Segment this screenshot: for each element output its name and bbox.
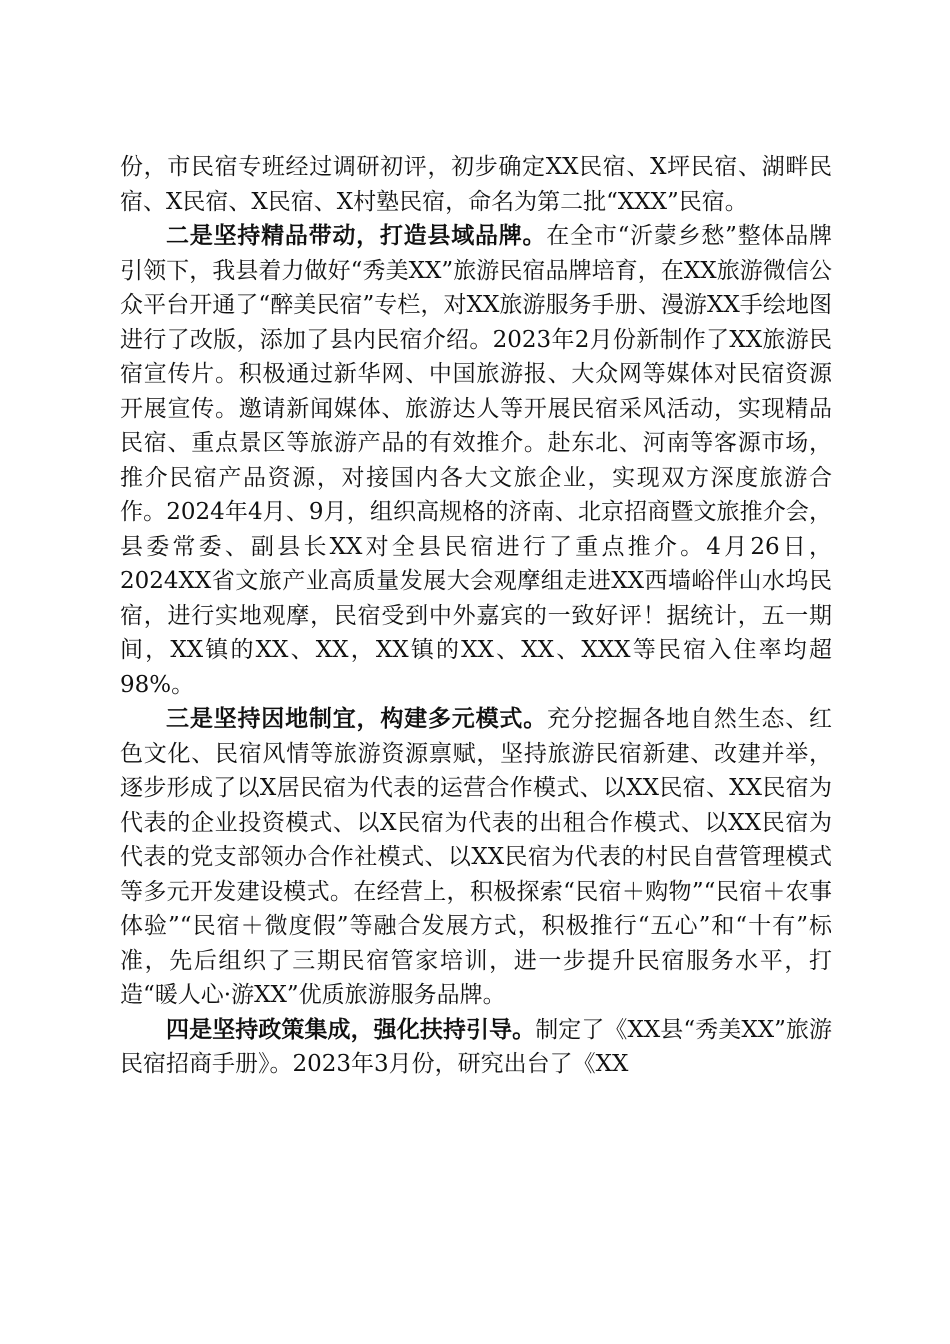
paragraph-text: 充分挖掘各地自然生态、红色文化、民宿风情等旅游资源禀赋，坚持旅游民宿新建、改建并举，逐步形成了以X居民宿为代表的运营合作模式、以XX民宿、XX民宿为代表的企业投资模式、以X民宿为代表的出租合作模式、以XX民宿为代表的党支部领办合作社模式、以XX民宿为代表的村民自营管理模式等多元开发建设模式。在经营上，积极探索“民宿＋购物”“民宿＋农事体验”“民宿＋微度假”等融合发展方式，积极推行“五心”和“十有”标准，先后组织了三期民宿管家培训，进一步提升民宿服务水平，打造“暖人心·游XX”优质旅游服务品牌。 xyxy=(120,706,833,1008)
paragraph-text: 在全市“沂蒙乡愁”整体品牌引领下，我县着力做好“秀美XX”旅游民宿品牌培育，在XX旅游微信公众平台开通了“醉美民宿”专栏，对XX旅游服务手册、漫游XX手绘地图进行了改版，添加了县内民宿介绍。2023年2月份新制作了XX旅游民宿宣传片。积极通过新华网、中国旅游报、大众网等媒体对民宿资源开展宣传。邀请新闻媒体、旅游达人等开展民宿采风活动，实现精品民宿、重点景区等旅游产品的有效推介。赴东北、河南等客源市场，推介民宿产品资源，对接国内各大文旅企业，实现双方深度旅游合作。2024年4月、9月，组织高规格的济南、北京招商暨文旅推介会，县委常委、副县长XX对全县民宿进行了重点推介。4月26日，2024XX省文旅产业高质量发展大会观摩组走进XX西墙峪伴山水坞民宿，进行实地观摩，民宿受到中外嘉宾的一致好评！据统计，五一期间，XX镇的XX、XX，XX镇的XX、XX、XXX等民宿入住率均超98%。 xyxy=(120,223,832,698)
paragraph-heading: 四是坚持政策集成，强化扶持引导。 xyxy=(166,1015,536,1043)
paragraph-continuation xyxy=(120,150,832,219)
paragraph-policy-support xyxy=(120,1013,832,1082)
paragraph-text: 份，市民宿专班经过调研初评，初步确定XX民宿、X坪民宿、湖畔民宿、X民宿、X民宿、X村塾民宿，命名为第二批“XXX”民宿。 xyxy=(120,154,832,215)
paragraph-heading: 二是坚持精品带动，打造县域品牌。 xyxy=(166,222,547,249)
document-body xyxy=(120,150,832,1082)
paragraph-diverse-models xyxy=(120,702,832,1013)
paragraph-text: 制定了《XX县“秀美XX”旅游民宿招商手册》。2023年3月份，研究出台了《XX xyxy=(120,1016,833,1077)
paragraph-heading: 三是坚持因地制宜，构建多元模式。 xyxy=(166,705,548,732)
paragraph-county-brand xyxy=(120,219,832,702)
